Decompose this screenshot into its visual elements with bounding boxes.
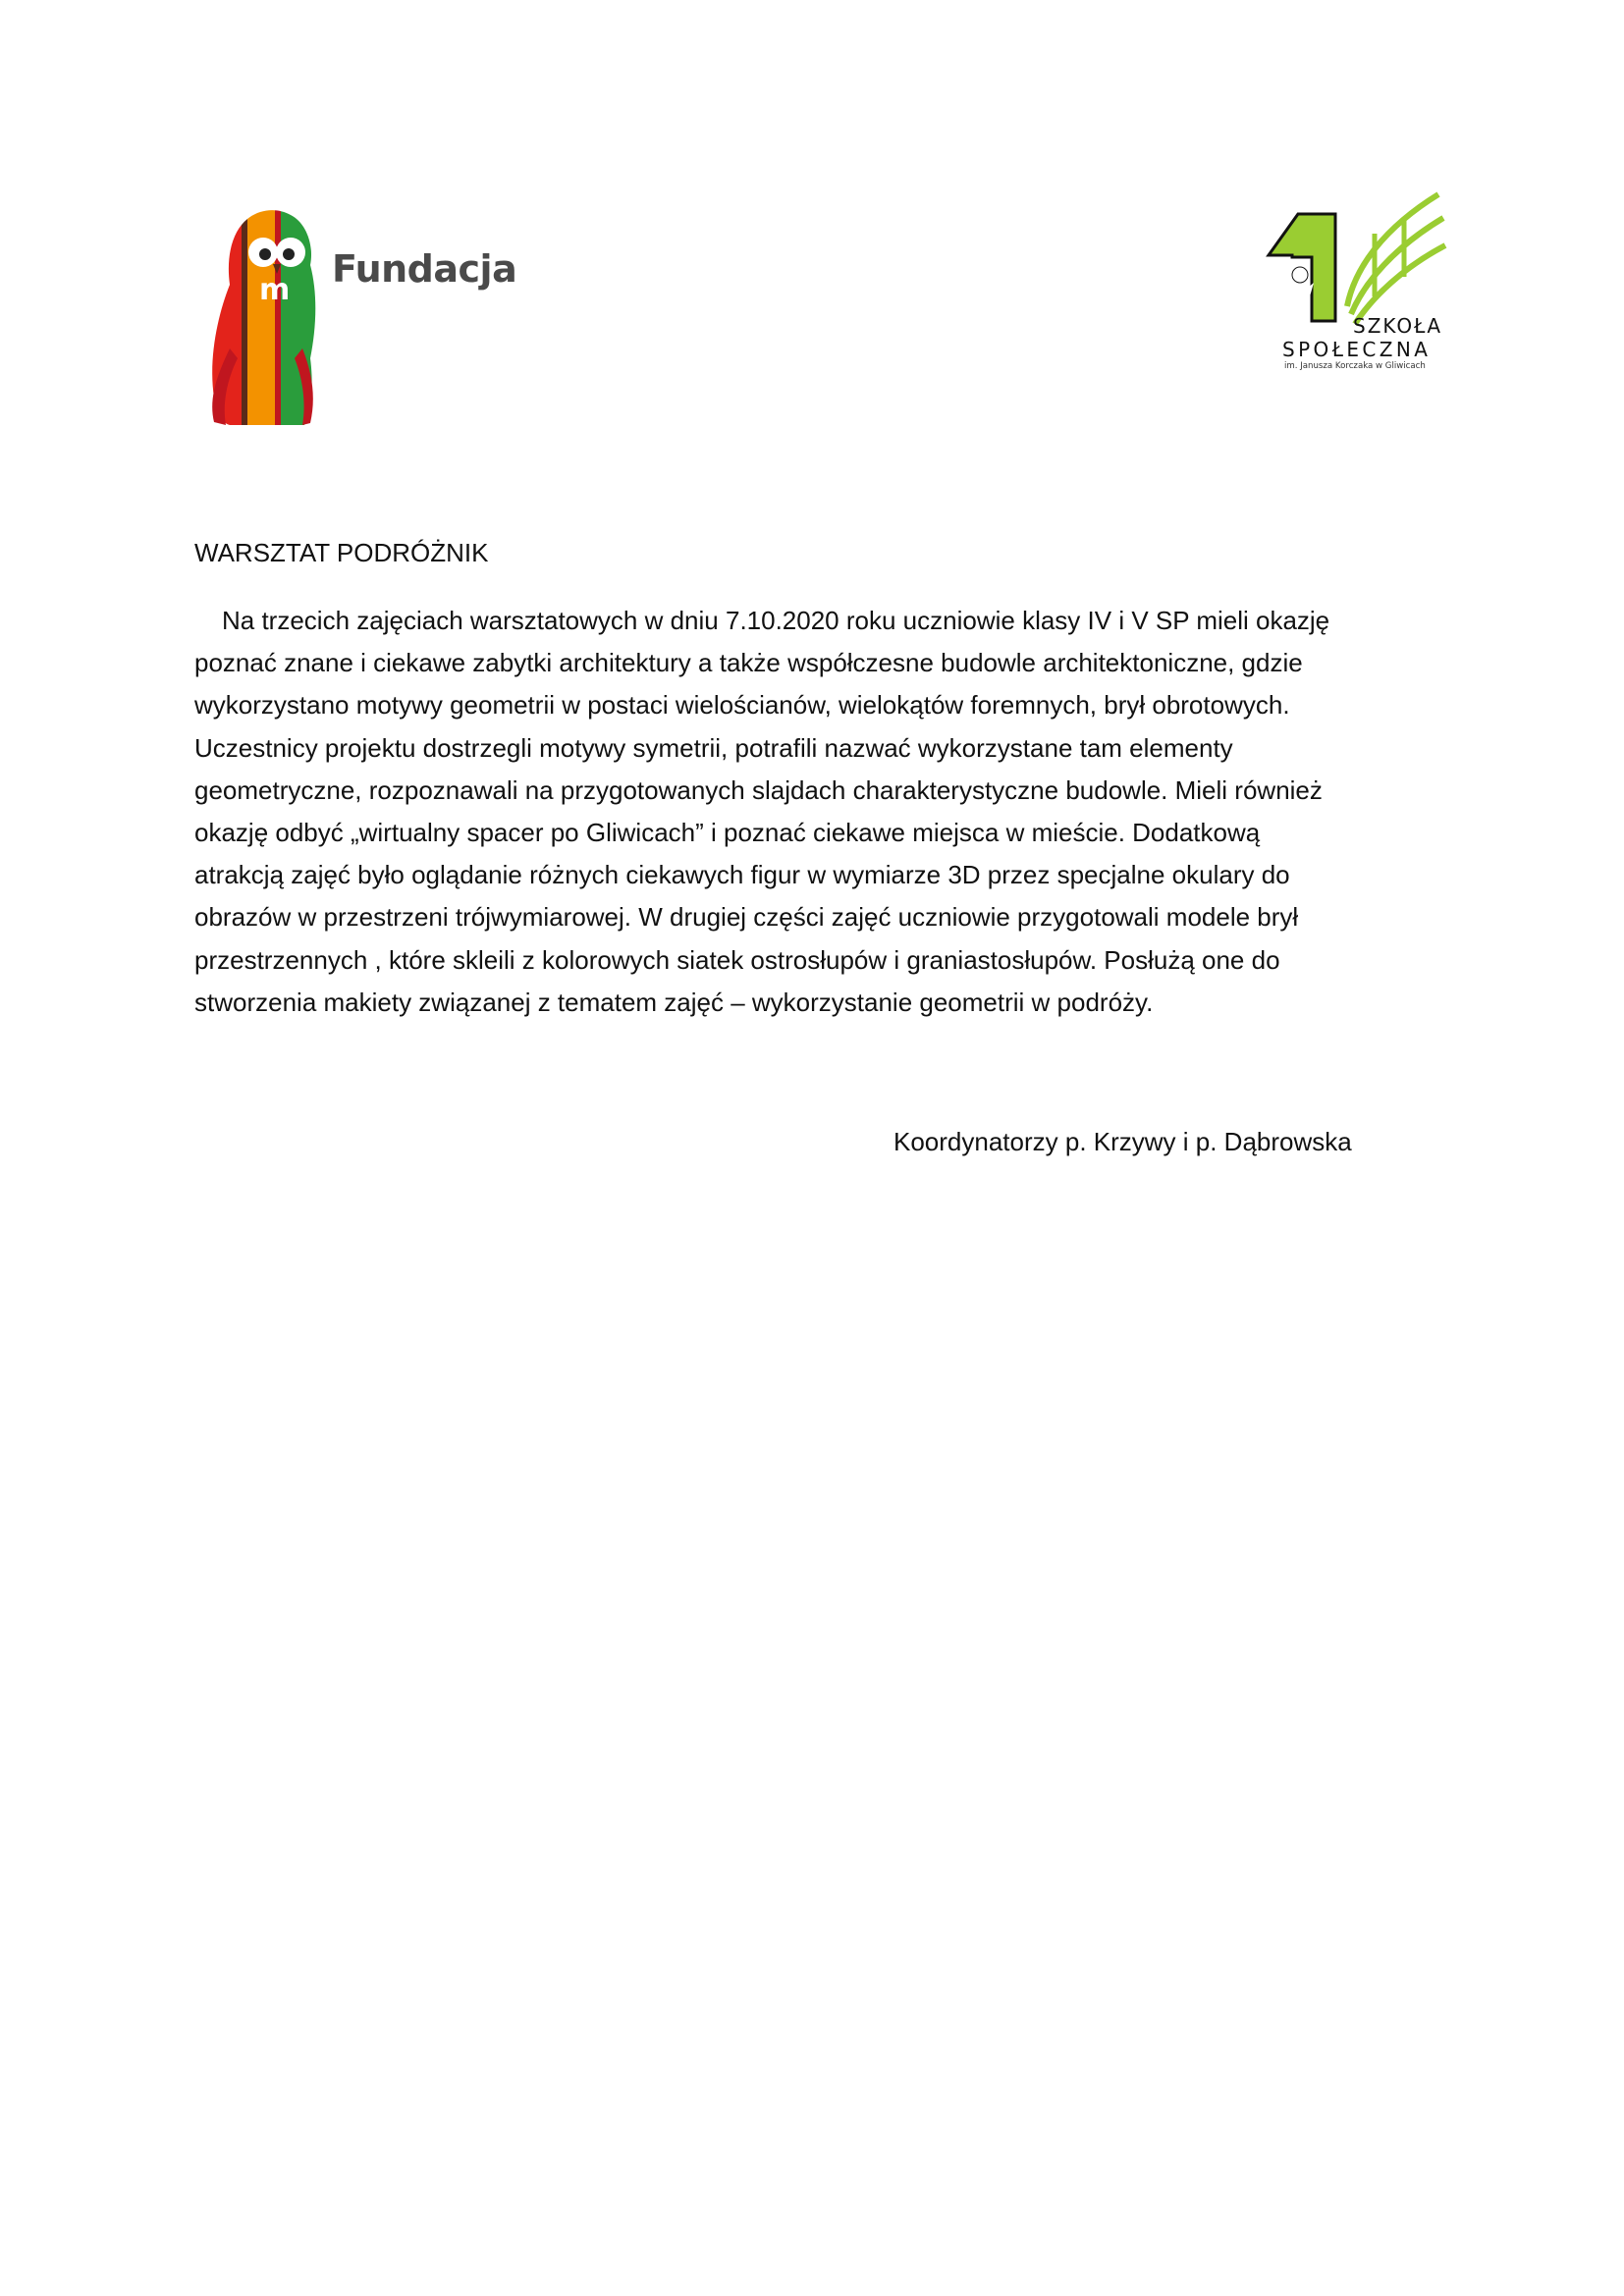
owl-logo-icon bbox=[208, 201, 503, 429]
body-line: Uczestnicy projektu dostrzegli motywy symetrii, potrafili nazwać wykorzystane tam elementy bbox=[194, 732, 1233, 763]
signature: Koordynatorzy p. Krzywy i p. Dąbrowska bbox=[893, 1127, 1352, 1156]
svg-text:m: m bbox=[259, 273, 291, 307]
body-line: Na trzecich zajęciach warsztatowych w dniu 7.10.2020 roku uczniowie klasy IV i V SP mieli okazję bbox=[222, 606, 1330, 635]
body-line: atrakcją zajęć było oglądanie różnych ciekawych figur w wymiarze 3D przez specjalne okulary do bbox=[194, 860, 1290, 890]
document-body bbox=[194, 600, 1434, 1024]
body-line: poznać znane i ciekawe zabytki architektury a także współczesne budowle architektoniczne, gdzie bbox=[194, 648, 1303, 678]
document-title: WARSZTAT PODRÓŻNIK bbox=[194, 538, 489, 567]
body-line: przestrzennych , które skleili z kolorowych siatek ostrosłupów i graniastosłupów. Posłużą one do bbox=[194, 944, 1280, 975]
body-line: stworzenia makiety związanej z tematem zajęć – wykorzystanie geometrii w podróży. bbox=[194, 987, 1154, 1017]
fundacja-logo-text: Fundacja bbox=[332, 247, 517, 291]
school-name-line1: SZKOŁA bbox=[1353, 314, 1443, 338]
body-line: okazję odbyć „wirtualny spacer po Gliwicach” i poznać ciekawe miejsca w mieście. Dodatkową bbox=[194, 818, 1261, 848]
body-line: geometryczne, rozpoznawali na przygotowanych slajdach charakterystyczne budowle. Mieli również bbox=[194, 774, 1323, 805]
school-name-line3: im. Janusza Korczaka w Gliwicach bbox=[1284, 361, 1426, 371]
school-name-line2: SPOŁECZNA bbox=[1282, 338, 1432, 361]
body-line: wykorzystano motywy geometrii w postaci wielościanów, wielokątów foremnych, brył obrotowych. bbox=[194, 690, 1290, 721]
body-line: obrazów w przestrzeni trójwymiarowej. W drugiej części zajęć uczniowie przygotowali modele brył bbox=[194, 902, 1299, 933]
